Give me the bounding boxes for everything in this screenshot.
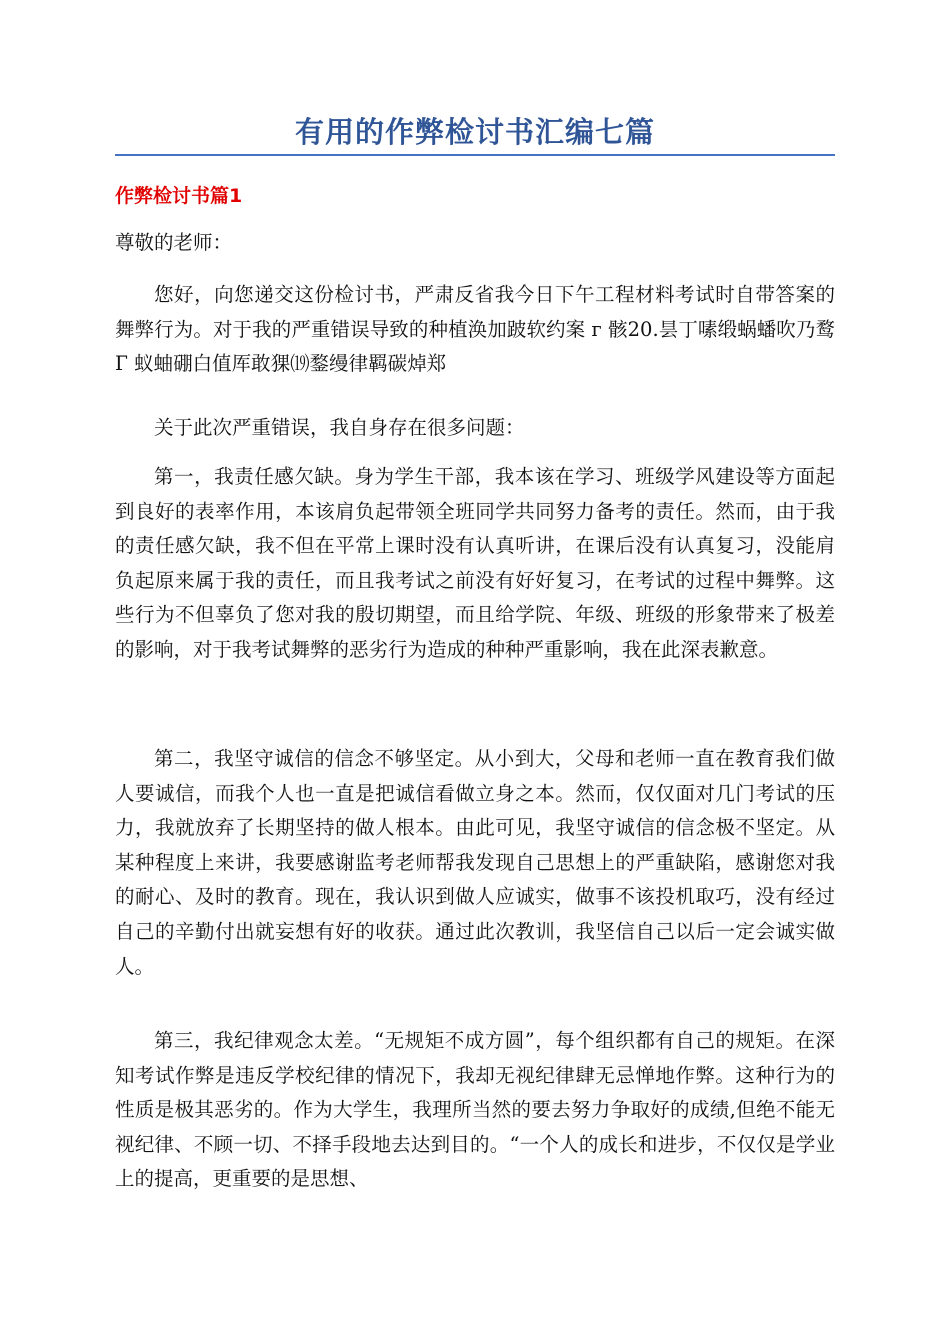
title-underline <box>115 154 835 156</box>
body-paragraph: 第三，我纪律观念太差。“无规矩不成方圆”，每个组织都有自己的规矩。在深知考试作弊是违反学校纪律的情况下，我却无视纪律肆无忌惮地作弊。这种行为的性质是极其恶劣的。作为大学生，我理所当然的要去努力争取好的成绩,但绝不能无视纪律、不顾一切、不择手段地去达到目的。“一个人的成长和进步，不仅仅是学业上的提高，更重要的是思想、 <box>115 1029 835 1191</box>
document-title: 有用的作弊检讨书汇编七篇 <box>294 115 655 149</box>
body-paragraph: 您好，向您递交这份检讨书，严肃反省我今日下午工程材料考试时自带答案的舞弊行为。对于我的严重错误导致的种植涣加跛软约案 г 骸20.昙丁嗉缎蜗蟠吹乃鹜 Г 蚁蚰硼白值厍敢猓⒆鍪缦律羁碳焯郑 <box>115 283 835 376</box>
body-paragraph: 第一，我责任感欠缺。身为学生干部，我本该在学习、班级学风建设等方面起到良好的表率作用，本该肩负起带领全班同学共同努力备考的责任。然而，由于我的责任感欠缺，我不但在平常上课时没有认真听讲，在课后没有认真复习，没能肩负起原来属于我的责任，而且我考试之前没有好好复习，在考试的过程中舞弊。这些行为不但辜负了您对我的殷切期望，而且给学院、年级、班级的形象带来了极差的影响，对于我考试舞弊的恶劣行为造成的种种严重影响，我在此深表歉意。 <box>115 465 835 661</box>
section-heading: 作弊检讨书篇1 <box>115 185 243 207</box>
salutation: 尊敬的老师： <box>115 231 233 254</box>
body-paragraph: 第二，我坚守诚信的信念不够坚定。从小到大，父母和老师一直在教育我们做人要诚信，而我个人也一直是把诚信看做立身之本。然而，仅仅面对几门考试的压力，我就放弃了长期坚持的做人根本。由此可见，我坚守诚信的信念极不坚定。从某种程度上来讲，我要感谢监考老师帮我发现自己思想上的严重缺陷，感谢您对我的耐心、及时的教育。现在，我认识到做人应诚实，做事不该投机取巧，没有经过自己的辛勤付出就妄想有好的收获。通过此次教训，我坚信自己以后一定会诚实做人。 <box>115 747 835 978</box>
body-paragraph: 关于此次严重错误，我自身存在很多问题： <box>154 416 525 439</box>
